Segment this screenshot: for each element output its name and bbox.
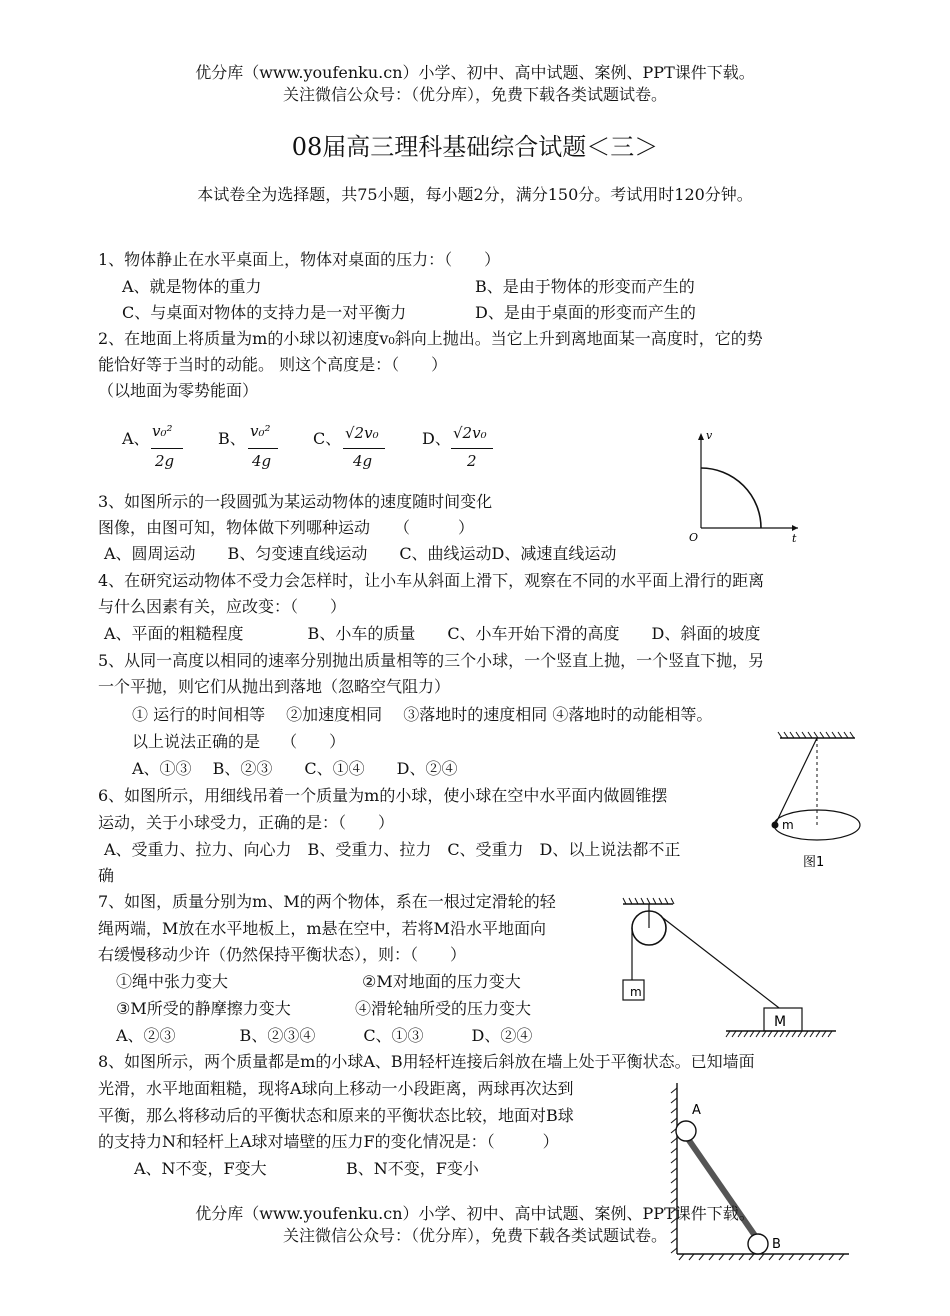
- q4-line-2: 与什么因素有关，应改变：（ ）: [98, 597, 347, 616]
- q2-option-a-num: v₀²: [152, 422, 173, 440]
- q7-rope-right: [663, 918, 783, 1011]
- q2-option-c-num: √2v₀: [345, 424, 379, 442]
- q2-option-d-den: 2: [467, 452, 477, 470]
- q8-line-2: 光滑，水平地面粗糙，现将A球向上移动一小段距离，两球再次达到: [98, 1079, 574, 1098]
- q3-v-label: v: [706, 429, 713, 442]
- q6-m-label: m: [782, 818, 794, 832]
- q8-b-label: B: [772, 1237, 781, 1252]
- q2-line-2: 能恰好等于当时的动能。 则这个高度是：（ ）: [98, 355, 448, 374]
- q2-label-a: A、: [122, 429, 150, 448]
- q2-option-b-num: v₀²: [250, 422, 271, 440]
- q2-option-c-den: 4g: [353, 452, 373, 470]
- q7-statement-3: ③M所受的静摩擦力变大: [116, 999, 291, 1018]
- exam-intro: 本试卷全为选择题，共75小题，每小题2分，满分150分。考试用时120分钟。: [197, 185, 753, 204]
- q7-statement-1: ①绳中张力变大: [116, 972, 229, 991]
- q5-line-4: 以上说法正确的是 （ ）: [132, 732, 346, 751]
- q2-option-d-num: √2v₀: [453, 424, 487, 442]
- q2-label-b: B、: [218, 429, 246, 448]
- q7-statement-2: ②M对地面的压力变大: [362, 972, 521, 991]
- q2-option-b-bar: [248, 448, 278, 449]
- q3-arc: [701, 468, 761, 528]
- q8-line-3: 平衡，那么将移动后的平衡状态和原来的平衡状态比较，地面对B球: [98, 1106, 574, 1125]
- q2-option-a-bar: [151, 448, 183, 449]
- q8-option-b: B、N不变，F变小: [346, 1159, 479, 1178]
- q2-option-c-bar: [343, 448, 385, 449]
- q7-pulley-figure: [618, 894, 840, 1044]
- q3-v-arrow: [698, 433, 704, 440]
- q2-line-3: （以地面为零势能面）: [98, 381, 259, 400]
- q6-line-1: 6、如图所示，用细线吊着一个质量为m的小球，使小球在空中水平面内做圆锥摆: [98, 786, 668, 805]
- q3-line-2: 图像，由图可知，物体做下列哪种运动 （ ）: [98, 518, 475, 537]
- q7-m-label: m: [630, 985, 642, 999]
- q7-line-3: 右缓慢移动少许（仍然保持平衡状态），则：（ ）: [98, 945, 467, 964]
- footer-line-2: 关注微信公众号：（优分库），免费下载各类试题试卷。: [282, 1226, 667, 1245]
- header-line-2: 关注微信公众号：（优分库），免费下载各类试题试卷。: [282, 85, 667, 104]
- q5-line-1: 5、从同一高度以相同的速率分别抛出质量相等的三个小球，一个竖直上抛，一个竖直下抛，另: [98, 651, 765, 670]
- q5-line-2: 一个平抛，则它们从抛出到落地（忽略空气阻力）: [98, 677, 451, 696]
- q8-option-a: A、N不变，F变大: [134, 1159, 267, 1178]
- q2-label-d: D、: [422, 429, 451, 448]
- q3-t-arrow: [792, 525, 798, 531]
- q8-line-1: 8、如图所示，两个质量都是m的小球A、B用轻杆连接后斜放在墙上处于平衡状态。已知墙面: [98, 1052, 755, 1071]
- q1-option-c: C、与桌面对物体的支持力是一对平衡力: [122, 303, 407, 322]
- q7-statement-4: ④滑轮轴所受的压力变大: [355, 999, 532, 1018]
- q5-options: A、①③ B、②③ C、①④ D、②④: [132, 759, 458, 778]
- q2-option-d-bar: [451, 448, 493, 449]
- q6-ball: [772, 822, 779, 829]
- q7-line-1: 7、如图，质量分别为m、M的两个物体，系在一根过定滑轮的轻: [98, 892, 556, 911]
- q8-ball-a: [676, 1121, 696, 1141]
- q3-options: A、圆周运动 B、匀变速直线运动 C、曲线运动D、减速直线运动: [104, 544, 617, 563]
- q7-floor-hatch: [726, 1031, 832, 1037]
- q6-ceiling-hatch: [778, 732, 854, 738]
- q2-option-b-den: 4g: [252, 452, 272, 470]
- q2-line-1: 2、在地面上将质量为m的小球以初速度v₀斜向上抛出。当它上升到离地面某一高度时，它的势: [98, 329, 763, 348]
- q1-stem: 1、物体静止在水平桌面上，物体对桌面的压力：（ ）: [98, 250, 501, 269]
- footer-line-1: 优分库（www.youfenku.cn）小学、初中、高中试题、案例、PPT课件下载。: [195, 1204, 755, 1223]
- q8-ground-hatch: [679, 1254, 844, 1260]
- q1-option-a: A、就是物体的重力: [122, 277, 262, 296]
- q3-vt-graph: [686, 425, 806, 545]
- q6-caption: 图1: [803, 855, 825, 870]
- q8-line-4: 的支持力N和轻杆上A球对墙壁的压力F的变化情况是：（ ）: [98, 1132, 559, 1151]
- q4-options: A、平面的粗糙程度 B、小车的质量 C、小车开始下滑的高度 D、斜面的坡度: [104, 624, 761, 643]
- q6-line-2: 运动，关于小球受力，正确的是：（ ）: [98, 813, 395, 832]
- q8-a-label: A: [692, 1103, 701, 1118]
- q3-o-label: O: [689, 531, 699, 544]
- q5-statements: ① 运行的时间相等 ②加速度相同 ③落地时的速度相同 ④落地时的动能相等。: [132, 705, 713, 724]
- q7-big-m-label: M: [774, 1014, 787, 1030]
- q7-line-2: 绳两端，M放在水平地板上，m悬在空中，若将M沿水平地面向: [98, 919, 546, 938]
- q6-line-4: 确: [98, 866, 115, 885]
- q3-line-1: 3、如图所示的一段圆弧为某运动物体的速度随时间变化: [98, 492, 493, 511]
- q3-t-label: t: [792, 532, 797, 545]
- page-title: 08届高三理科基础综合试题＜三＞: [291, 133, 659, 161]
- q6-options: A、受重力、拉力、向心力 B、受重力、拉力 C、受重力 D、以上说法都不正: [104, 840, 681, 859]
- q7-options: A、②③ B、②③④ C、①③ D、②④: [116, 1026, 533, 1045]
- q6-conical-pendulum: [765, 728, 865, 878]
- q2-label-c: C、: [313, 429, 342, 448]
- q2-option-a-den: 2g: [155, 452, 175, 470]
- q7-ceiling-hatch: [623, 898, 674, 904]
- q4-line-1: 4、在研究运动物体不受力会怎样时，让小车从斜面上滑下，观察在不同的水平面上滑行的距离: [98, 571, 765, 590]
- header-line-1: 优分库（www.youfenku.cn）小学、初中、高中试题、案例、PPT课件下载。: [195, 63, 755, 82]
- q1-option-d: D、是由于桌面的形变而产生的: [475, 303, 696, 322]
- q1-option-b: B、是由于物体的形变而产生的: [475, 277, 695, 296]
